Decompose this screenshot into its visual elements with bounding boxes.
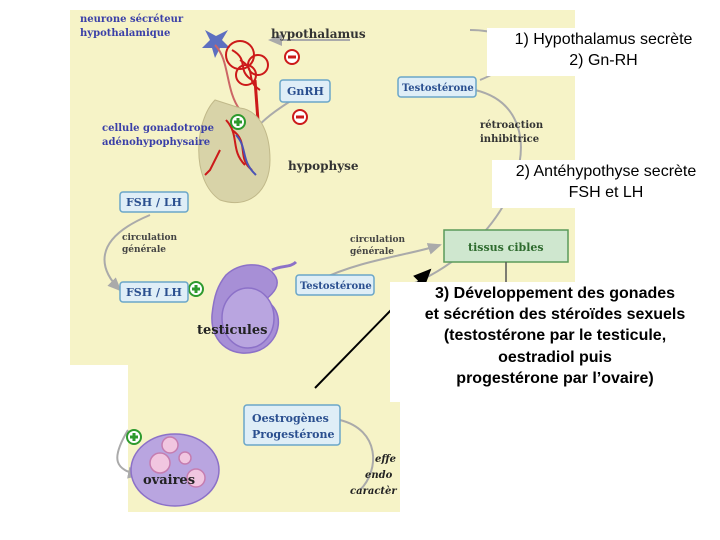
label-circulation-2b: générale — [350, 247, 395, 257]
label-cellule-line1: cellule gonadotrope — [102, 123, 214, 134]
label-hypophyse: hypophyse — [288, 159, 359, 173]
minus-sign-1 — [285, 50, 299, 64]
callout-3-line-3: (testostérone par le testicule, — [443, 327, 667, 345]
label-neurone-line2: hypothalamique — [80, 28, 171, 39]
callout-antehypophyse — [492, 160, 720, 208]
label-testicules: testicules — [197, 323, 268, 338]
plus-sign-1 — [231, 115, 245, 129]
callout-3-line-4: oestradiol puis — [498, 348, 612, 366]
plus-sign-2 — [189, 282, 203, 296]
label-neurone-line1: neurone sécréteur — [80, 14, 184, 25]
plus-sign-3 — [127, 430, 141, 444]
label-fsh-lh-2: FSH / LH — [126, 286, 182, 299]
label-testosterone-top: Testostérone — [402, 83, 474, 94]
label-circulation-1a: circulation — [122, 233, 178, 243]
callout-3-line-1: 3) Développement des gonades — [434, 285, 676, 302]
callout-1-line-2: 2) Gn-RH — [569, 52, 638, 70]
label-progesterone: Progestérone — [252, 428, 335, 441]
callout-gonades — [390, 282, 720, 402]
label-gnrh: GnRH — [287, 85, 324, 98]
label-testosterone-mid: Testostérone — [300, 281, 372, 292]
label-fsh-lh-1: FSH / LH — [126, 196, 182, 209]
label-circulation-2a: circulation — [350, 235, 406, 245]
label-cellule-line2: adénohypophysaire — [102, 137, 211, 148]
label-oestrogenes: Oestrogènes — [252, 412, 329, 425]
callout-3-line-5: progestérone par l’ovaire) — [456, 369, 654, 387]
callout-3-line-2: et sécrétion des stéroïdes sexuels — [424, 306, 686, 324]
label-effets-1: effe — [375, 454, 396, 465]
callout-hypothalamus — [487, 28, 720, 76]
callout-1-line-1: 1) Hypothalamus secrète — [514, 31, 693, 48]
label-retro-line1: rétroaction — [480, 120, 544, 131]
label-effets-2: endo — [365, 470, 393, 481]
minus-sign-2 — [293, 110, 307, 124]
callout-2-line-2: FSH et LH — [568, 184, 644, 202]
callout-2-line-1: 2) Antéhypothyse secrète — [515, 163, 697, 180]
label-hypothalamus: hypothalamus — [271, 27, 366, 41]
label-retro-line2: inhibitrice — [480, 134, 540, 145]
label-circulation-1b: générale — [122, 245, 167, 255]
label-ovaires: ovaires — [143, 473, 196, 488]
label-tissus-cibles: tissus cibles — [468, 241, 544, 254]
label-effets-3: caractèr — [350, 486, 397, 497]
ovary-illustration — [131, 434, 219, 506]
